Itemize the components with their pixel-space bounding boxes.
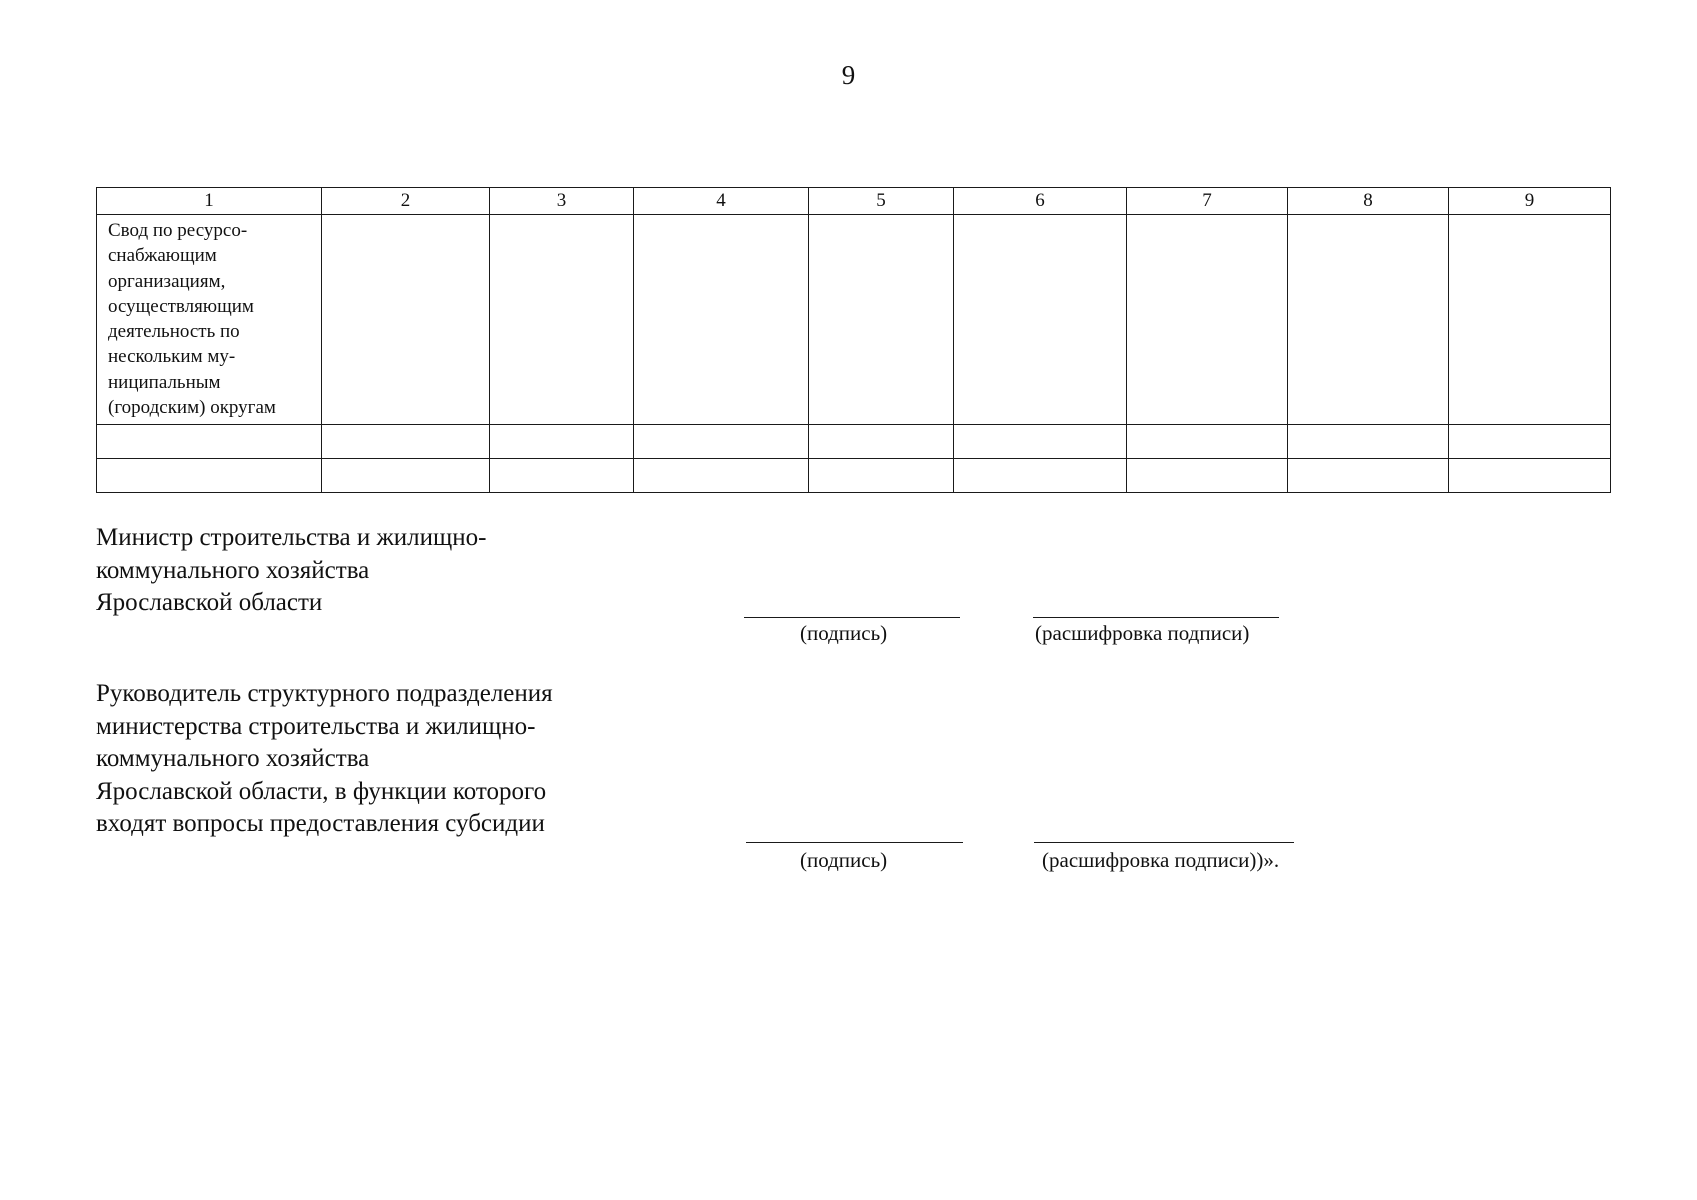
- column-number-7: 7: [1127, 188, 1288, 215]
- table-cell: [1288, 425, 1449, 459]
- column-number-6: 6: [954, 188, 1127, 215]
- table-cell: [97, 425, 322, 459]
- column-number-3: 3: [490, 188, 634, 215]
- table-cell: [954, 459, 1127, 493]
- table-cell: [634, 425, 809, 459]
- signature-decoding-caption: (расшифровка подписи))».: [1042, 848, 1280, 872]
- table-cell: [809, 215, 954, 425]
- table-cell: [1449, 425, 1611, 459]
- column-number-8: 8: [1288, 188, 1449, 215]
- table-cell: [1449, 459, 1611, 493]
- table-cell: [634, 459, 809, 493]
- table-row: [97, 425, 1611, 459]
- row-label-summary: Свод по ресурсо- снабжающим организациям, осуществляющим деятельность по нескольким му- ниципальным (городским) округам: [97, 215, 322, 425]
- table-cell: [1288, 215, 1449, 425]
- table-cell: [1449, 215, 1611, 425]
- minister-position-text: Министр строительства и жилищно- коммунального хозяйства Ярославской области: [96, 524, 487, 616]
- signature-caption: (подпись): [800, 621, 888, 645]
- table-cell: [1127, 459, 1288, 493]
- table-cell: [1288, 459, 1449, 493]
- department-head-position-text: Руководитель структурного подразделения министерства строительства и жилищно- коммунального хозяйства Ярославской области, в функции которого входят вопросы предоставления субсидии: [96, 680, 553, 837]
- table-cell: [809, 459, 954, 493]
- signature-caption: (подпись): [800, 848, 888, 872]
- column-number-4: 4: [634, 188, 809, 215]
- table-cell: [490, 425, 634, 459]
- report-table: [96, 187, 1611, 493]
- table-cell: [809, 425, 954, 459]
- table-cell: [322, 215, 490, 425]
- table-cell: [322, 425, 490, 459]
- column-number-5: 5: [809, 188, 954, 215]
- signature-decoding-caption: (расшифровка подписи): [1035, 621, 1250, 645]
- table-cell: [490, 215, 634, 425]
- table-cell: [1127, 215, 1288, 425]
- signature-line: [744, 617, 960, 618]
- signature-decoding-line: [1033, 617, 1279, 618]
- column-number-1: 1: [97, 188, 322, 215]
- column-number-2: 2: [322, 188, 490, 215]
- table-cell: [954, 215, 1127, 425]
- table-cell: [634, 215, 809, 425]
- page-number: 9: [841, 60, 856, 90]
- table-header-row: [97, 188, 1611, 215]
- table-row: [97, 459, 1611, 493]
- table-cell: [954, 425, 1127, 459]
- table-cell: [97, 459, 322, 493]
- table-cell: [322, 459, 490, 493]
- signature-line: [746, 842, 963, 843]
- table-cell: [1127, 425, 1288, 459]
- column-number-9: 9: [1449, 188, 1611, 215]
- table-row: [97, 215, 1611, 425]
- signature-decoding-line: [1034, 842, 1294, 843]
- table-cell: [490, 459, 634, 493]
